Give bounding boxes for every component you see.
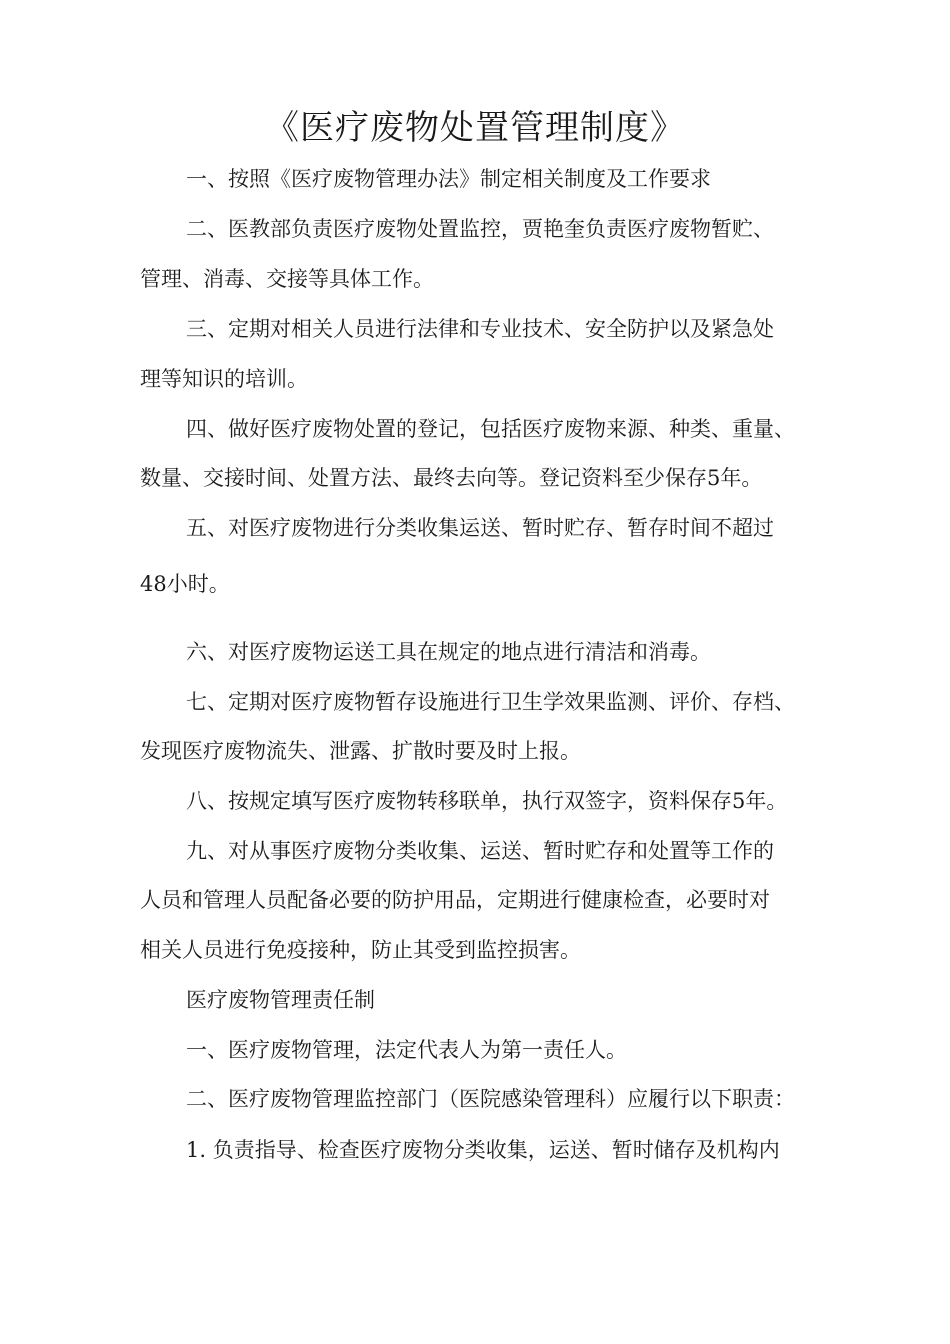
- list-item: 1. 负责指导、检查医疗废物分类收集，运送、暂时储存及机构内: [186, 1138, 780, 1162]
- paragraph-line: 八、按规定填写医疗废物转移联单，执行双签字，资料保存5年。: [186, 789, 788, 813]
- paragraph-line: 相关人员进行免疫接种，防止其受到监控损害。: [140, 938, 581, 962]
- paragraph-line: 二、医疗废物管理监控部门（医院感染管理科）应履行以下职责：: [186, 1087, 795, 1111]
- paragraph-line: 发现医疗废物流失、泄露、扩散时要及时上报。: [140, 739, 581, 763]
- section-heading: 医疗废物管理责任制: [186, 988, 375, 1012]
- paragraph-line: 理等知识的培训。: [140, 367, 308, 391]
- paragraph-line: 六、对医疗废物运送工具在规定的地点进行清洁和消毒。: [186, 640, 711, 664]
- paragraph-line: 三、定期对相关人员进行法律和专业技术、安全防护以及紧急处: [186, 317, 774, 341]
- paragraph-line: 九、对从事医疗废物分类收集、运送、暂时贮存和处置等工作的: [186, 839, 774, 863]
- paragraph-line: 七、定期对医疗废物暂存设施进行卫生学效果监测、评价、存档、: [186, 690, 795, 714]
- paragraph-line: 一、医疗废物管理，法定代表人为第一责任人。: [186, 1038, 627, 1062]
- document-title: 《医疗废物处置管理制度》: [265, 108, 685, 148]
- paragraph-line: 四、做好医疗废物处置的登记，包括医疗废物来源、种类、重量、: [186, 417, 795, 441]
- paragraph-line: 管理、消毒、交接等具体工作。: [140, 267, 434, 291]
- paragraph-line: 数量、交接时间、处置方法、最终去向等。登记资料至少保存5年。: [140, 466, 763, 490]
- paragraph-line: 48小时。: [140, 572, 230, 596]
- paragraph-line: 五、对医疗废物进行分类收集运送、暂时贮存、暂存时间不超过: [186, 516, 774, 540]
- paragraph-line: 二、医教部负责医疗废物处置监控，贾艳奎负责医疗废物暂贮、: [186, 217, 774, 241]
- paragraph-line: 人员和管理人员配备必要的防护用品，定期进行健康检查，必要时对: [140, 888, 770, 912]
- paragraph-line: 一、按照《医疗废物管理办法》制定相关制度及工作要求: [186, 167, 711, 191]
